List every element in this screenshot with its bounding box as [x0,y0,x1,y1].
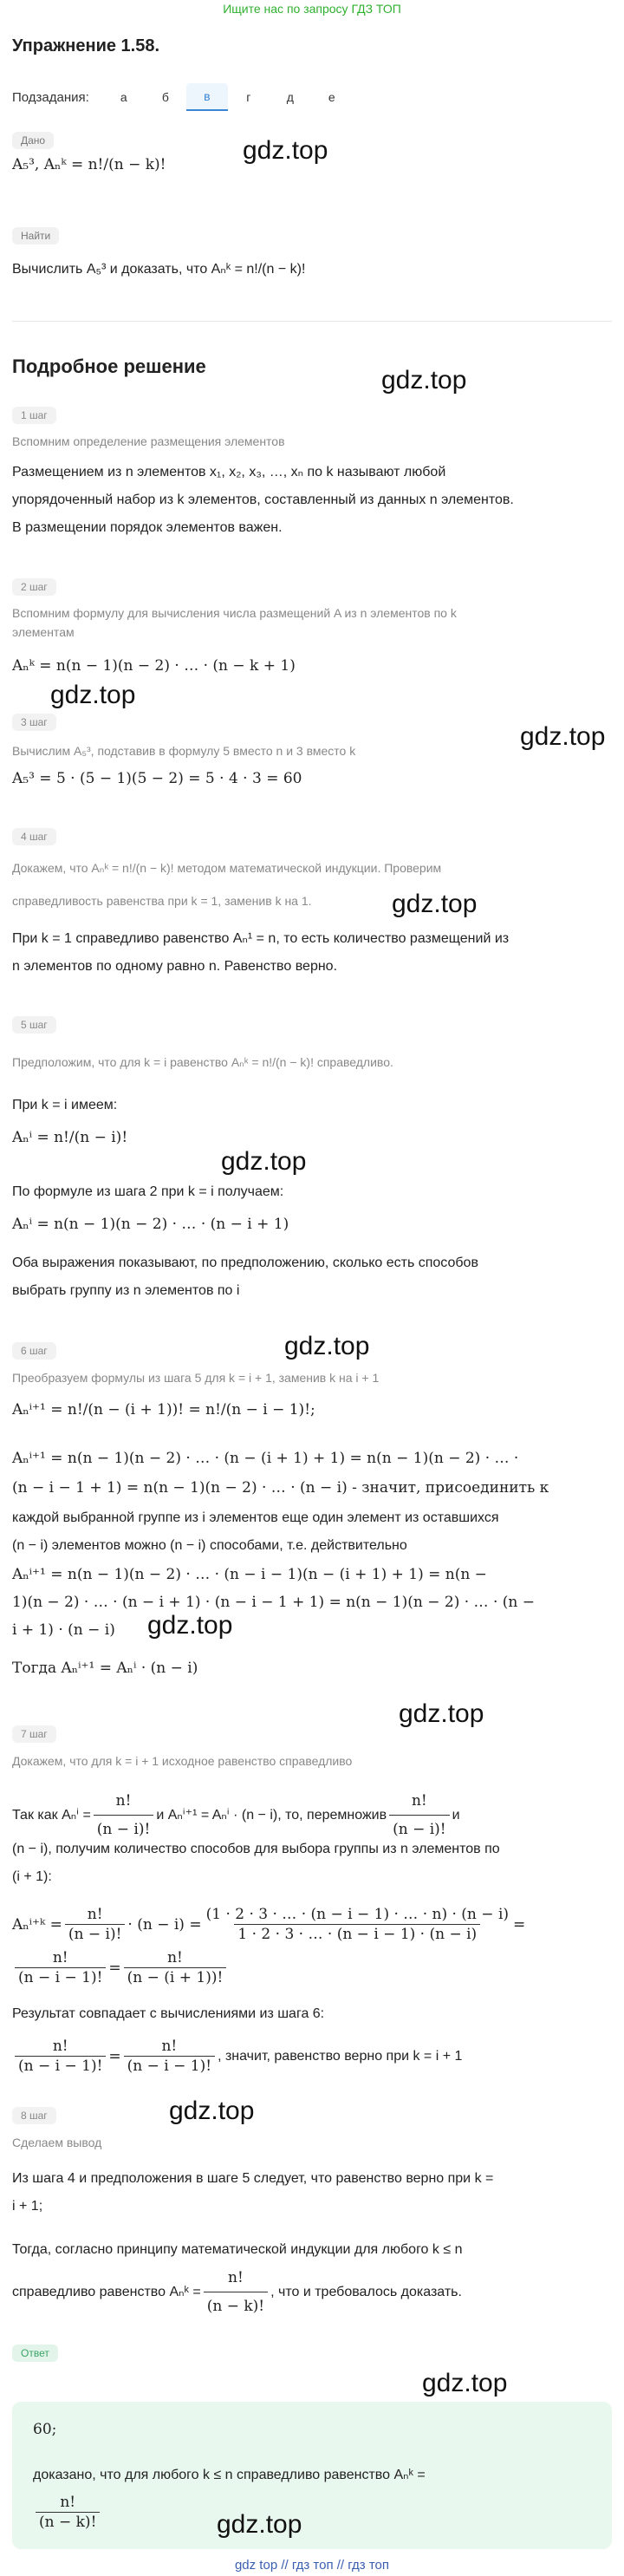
formula-part: · (n − i) = [127,1915,202,1934]
step-text: При k = 1 справедливо равенство Aₙ¹ = n, то есть количество размещений из [12,931,510,946]
fraction [124,2038,215,2075]
fraction [124,1949,227,1986]
step-text: В размещении порядок элементов важен. [12,520,283,535]
footer-links[interactable]: gdz top // гдз топ // гдз топ [234,2558,390,2573]
answer-value: 60; [33,2421,57,2438]
fraction-den: 1 · 2 · 3 · … · (n − i − 1) · (n − i) [234,1924,480,1943]
top-banner[interactable]: Ищите нас по запросу ГДЗ ТОП [223,2,401,16]
fraction-den: (n − i)! [389,1815,450,1842]
tab-b[interactable]: б [161,90,169,104]
page-title: Упражнение 1.58. [12,36,160,55]
fraction [204,2265,268,2319]
answer-label: Ответ [12,2344,58,2362]
formula-part: Aₙⁱ⁺ᵏ = [12,1915,62,1934]
step-label: 7 шаг [12,1725,56,1743]
step-formula: Тогда Aₙⁱ⁺¹ = Aₙⁱ · (n − i) [12,1660,198,1677]
fraction [65,1906,126,1943]
step-text: i + 1; [12,2199,43,2214]
formula-part: = [108,2047,121,2065]
step-text: Результат совпадает с вычислениями из шага 6: [12,2006,325,2021]
step-text: , что и требовалось доказать. [270,2284,462,2299]
tab-d[interactable]: д [286,90,294,104]
watermark: gdz.top [147,1611,233,1640]
fraction-num: n! [228,2269,244,2286]
step-formula-row [12,1949,229,1986]
step-formula: i + 1) · (n − i) [12,1621,115,1639]
fraction-den: (n − i)! [94,1815,154,1842]
step-hint: справедливость равенства при k = 1, заменив k на 1. [12,894,312,908]
step-hint: Докажем, что для k = i + 1 исходное равенство справедливо [12,1754,353,1768]
step-text: справедливо равенство Aₙᵏ = [12,2284,201,2299]
step-text: Тогда, согласно принципу математической индукции для любого k ≤ n [12,2242,463,2257]
step-text: Так как Aₙⁱ = [12,1807,91,1823]
step-hint: Вычислим A₅³, подставив в формулу 5 вместо n и 3 вместо k [12,744,356,758]
step-label: 6 шаг [12,1342,56,1360]
fraction [15,1949,106,1986]
formula-part: = [513,1915,526,1934]
watermark: gdz.top [399,1699,484,1728]
answer-text: доказано, что для любого k ≤ n справедливо равенство Aₙᵏ = [33,2468,426,2482]
step-text: Из шага 4 и предположения в шаге 5 следует, что равенство верно при k = [12,2171,494,2186]
fraction-num: n! [161,2038,178,2055]
watermark: gdz.top [520,722,606,751]
fraction-num: n! [52,2038,68,2055]
step-hint: элементам [12,625,75,639]
fraction-num: n! [52,1949,68,1966]
step-formula: Aₙᵏ = n(n − 1)(n − 2) · … · (n − k + 1) [12,657,296,675]
step-label: 8 шаг [12,2107,56,2124]
step-text-row [12,1788,460,1842]
fraction-num: n! [167,1949,183,1966]
answer-formula [33,2494,102,2531]
step-label: 2 шаг [12,578,56,596]
step-text: выбрать группу из n элементов по i [12,1283,240,1298]
fraction-num: n! [60,2494,76,2511]
divider [12,321,612,322]
watermark: gdz.top [217,2510,302,2539]
given-formula: A₅³, Aₙᵏ = n!/(n − k)! [12,156,166,173]
step-text: (i + 1): [12,1869,52,1884]
fraction-num: (1 · 2 · 3 · … · (n − i − 1) · … · n) · (n − i) [205,1906,510,1923]
fraction-num: n! [411,1792,427,1810]
watermark: gdz.top [169,2097,255,2125]
step-formula: Aₙⁱ⁺¹ = n!/(n − (i + 1))! = n!/(n − i − 1)!; [12,1401,315,1418]
solution-title: Подробное решение [12,355,206,377]
subtasks-label: Подзадания: [12,89,89,105]
step-text: (n − i), получим количество способов для выбора группы из n элементов по [12,1842,500,1856]
step-hint: Предположим, что для k = i равенство Aₙᵏ = n!/(n − k)! справедливо. [12,1055,393,1069]
step-text: каждой выбранной группе из i элементов еще один элемент из оставшихся [12,1510,499,1525]
step-formula: 1)(n − 2) · … · (n − i + 1) · (n − i − 1 + 1) = n(n − 1)(n − 2) · … · (n − [12,1594,535,1611]
step-text: (n − i) элементов можно (n − i) способами, т.е. действительно [12,1538,407,1553]
step-text: Оба выражения показывают, по предположению, сколько есть способов [12,1255,478,1270]
fraction [389,1788,450,1842]
step-formula: Aₙⁱ = n!/(n − i)! [12,1129,128,1146]
step-formula: Aₙⁱ⁺¹ = n(n − 1)(n − 2) · … · (n − i − 1)(n − (i + 1) + 1) = n(n − [12,1566,487,1583]
step-formula: Aₙⁱ = n(n − 1)(n − 2) · … · (n − i + 1) [12,1216,289,1233]
fraction-den: (n − i − 1)! [15,2056,106,2075]
step-text: Размещением из n элементов x₁, x₂, x₃, …, xₙ по k называют любой [12,465,446,479]
fraction-num: n! [115,1792,132,1810]
fraction [205,1906,510,1943]
subtasks-row [12,83,353,111]
watermark: gdz.top [221,1147,307,1176]
step-formula: (n − i − 1 + 1) = n(n − 1)(n − 2) · … · (n − i) - значит, присоединить к [12,1479,549,1497]
tab-g[interactable]: г [246,90,251,104]
watermark: gdz.top [381,366,467,395]
step-text: n элементов по одному равно n. Равенство верно. [12,959,338,974]
step-hint: Докажем, что Aₙᵏ = n!/(n − k)! методом математической индукции. Проверим [12,861,442,875]
given-label: Дано [12,132,54,149]
tab-v[interactable]: в [186,83,228,111]
fraction-den: (n − i − 1)! [124,2056,215,2075]
tab-a[interactable]: а [120,90,127,104]
step-text: По формуле из шага 2 при k = i получаем: [12,1184,284,1199]
step-text: При k = i имеем: [12,1098,118,1112]
fraction-den: (n − i − 1)! [15,1967,106,1986]
step-hint: Вспомним формулу для вычисления числа размещений A из n элементов по k [12,606,457,620]
fraction [15,2038,106,2075]
fraction-den: (n − k)! [204,2292,268,2319]
step-label: 4 шаг [12,828,56,845]
fraction-den: (n − (i + 1))! [124,1967,227,1986]
step-formula: Aₙⁱ⁺¹ = n(n − 1)(n − 2) · … · (n − (i + 1) + 1) = n(n − 1)(n − 2) · … · [12,1450,519,1467]
answer-box [12,2402,612,2549]
tab-e[interactable]: е [328,90,335,104]
watermark: gdz.top [243,136,328,165]
fraction [36,2494,100,2531]
step-text: и [452,1807,460,1823]
watermark: gdz.top [50,681,136,709]
watermark: gdz.top [392,890,478,918]
step-text: упорядоченный набор из k элементов, составленный из данных n элементов. [12,492,514,507]
step-text: , значит, равенство верно при k = i + 1 [218,2048,463,2064]
step-label: 3 шаг [12,714,56,731]
watermark: gdz.top [284,1332,370,1360]
fraction-den: (n − k)! [36,2512,100,2531]
fraction-den: (n − i)! [65,1924,126,1943]
find-text: Вычислить A₅³ и доказать, что Aₙᵏ = n!/(n − k)! [12,262,306,277]
fraction-num: n! [87,1906,103,1923]
step-label: 1 шаг [12,407,56,424]
find-label: Найти [12,227,59,245]
step-text-row [12,2265,462,2319]
step-text: и Aₙⁱ⁺¹ = Aₙⁱ · (n − i), то, перемножив [156,1807,387,1823]
formula-part: = [108,1959,121,1977]
step-hint: Вспомним определение размещения элементов [12,434,285,448]
step-formula-row [12,2038,462,2075]
step-label: 5 шаг [12,1016,56,1034]
step-hint: Сделаем вывод [12,2136,102,2149]
step-formula: A₅³ = 5 · (5 − 1)(5 − 2) = 5 · 4 · 3 = 60 [12,770,302,787]
watermark: gdz.top [422,2369,508,2397]
step-hint: Преобразуем формулы из шага 5 для k = i + 1, заменив k на i + 1 [12,1371,380,1385]
fraction [94,1788,154,1842]
step-formula-row [12,1906,525,1943]
